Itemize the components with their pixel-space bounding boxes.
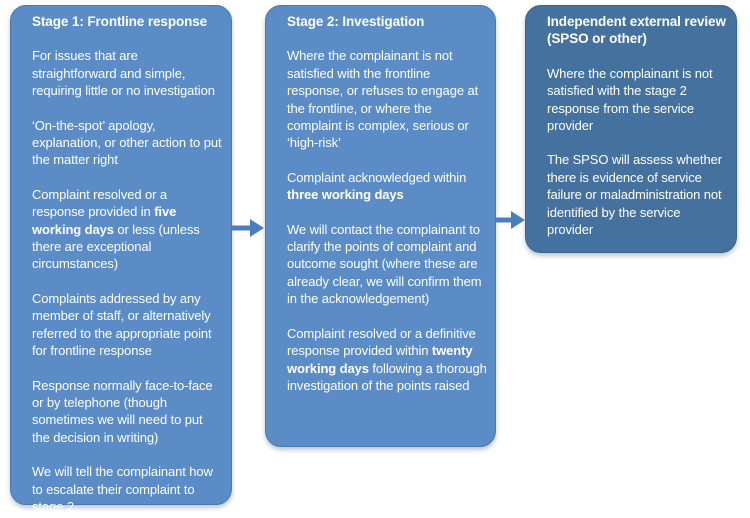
paragraph: For issues that are straightforward and simple, requiring little or no investigation xyxy=(32,48,215,99)
stage-2-title: Stage 2: Investigation xyxy=(287,14,425,29)
paragraph: We will contact the complainant to clarify the points of complaint and outcome sought (where these are already clear, we will confirm them in the acknowledgement) xyxy=(287,221,482,307)
paragraph: ‘On-the-spot’ apology, explanation, or other action to put the matter right xyxy=(32,117,222,168)
paragraph: Where the complainant is not satisfied with the frontline response, or refuses to engage at the frontline, or where the complaint is complex, serious or ‘high-risk’ xyxy=(287,48,479,151)
arrow-stage1-to-stage2-icon xyxy=(232,218,264,237)
stage-1-title: Stage 1: Frontline response xyxy=(32,14,208,29)
paragraph: Complaint resolved or a response provided in five working days or less (unless there are exceptional circumstances) xyxy=(32,186,200,272)
paragraph: Where the complainant is not satisfied with the stage 2 response from the service provider xyxy=(547,65,713,134)
stage-1-body xyxy=(32,47,223,515)
external-review-box xyxy=(525,5,737,253)
stage-2-box xyxy=(265,5,496,447)
paragraph: Response normally face-to-face or by telephone (though sometimes we will need to put the decision in writing) xyxy=(32,377,213,445)
arrow-head xyxy=(511,211,525,229)
paragraph: Complaint resolved or a definitive response provided within twenty working days following a thorough investigation of the points raised xyxy=(287,325,487,393)
paragraph: The SPSO will assess whether there is evidence of service failure or maladministration not identified by the service provider xyxy=(547,152,722,238)
stage-1-box xyxy=(10,5,232,514)
arrow-head xyxy=(250,219,264,237)
external-review-title: Independent external review (SPSO or other) xyxy=(547,14,726,47)
paragraph: We will tell the complainant how to escalate their complaint to stage 2 xyxy=(32,464,213,514)
external-review-body xyxy=(547,65,728,239)
arrow-shaft xyxy=(232,225,252,230)
arrow-stage2-to-review-icon xyxy=(496,210,525,229)
paragraph: Complaints addressed by any member of staff, or alternatively referred to the appropriate point for frontline response xyxy=(32,290,212,359)
paragraph: Complaint acknowledged within three working days xyxy=(287,169,467,203)
stage-2-body xyxy=(287,47,487,394)
